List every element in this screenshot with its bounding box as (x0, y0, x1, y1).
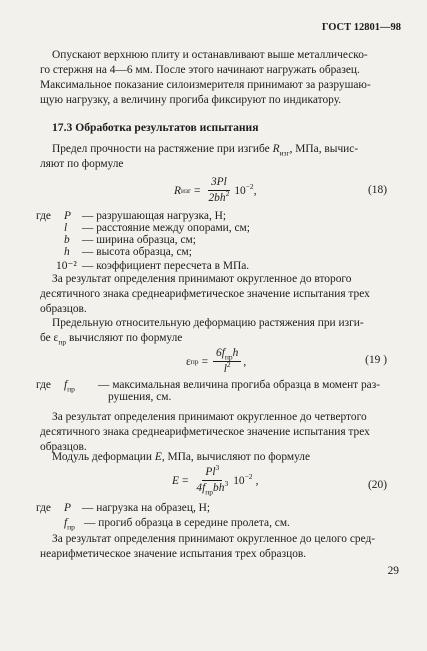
definition-row (64, 222, 250, 234)
eq-fraction (213, 347, 241, 376)
section-heading: 17.3 Обработка результатов испытания (52, 121, 259, 134)
text-fragment: , МПа, вычис- (289, 143, 359, 155)
eq-trail: , (243, 355, 247, 368)
symbol: R (272, 143, 280, 155)
def-symbol-base: f (64, 379, 68, 391)
paragraph-result-1 (40, 272, 370, 317)
def-symbol: b (64, 234, 70, 246)
text-line: За результат определения принимают округленное до второго (52, 273, 352, 285)
definition-where: где (36, 379, 51, 391)
text-line: Предельную относительную деформацию растяжения при изги- (52, 317, 364, 329)
eq-trail: , (253, 184, 257, 197)
paragraph-result-2 (40, 410, 370, 455)
def-symbol: l (64, 222, 68, 234)
def-text: — нагрузка на образец, Н; (82, 502, 211, 514)
num-part: 6f (216, 347, 225, 359)
definition-where: где (36, 210, 51, 222)
text-line (40, 142, 358, 157)
text-fragment: бе ε (40, 332, 59, 344)
definition-row (64, 517, 290, 532)
def-symbol-sub: пр (67, 522, 75, 532)
text-line: образцов. (40, 441, 87, 453)
def-symbol: P (64, 502, 71, 514)
eq-equals: = (181, 474, 189, 487)
equation-number-19: (19 ) (365, 354, 387, 366)
den-sup: 2 (226, 360, 231, 370)
text-fragment: , МПа, вычисляют по формуле (161, 451, 311, 463)
den-sub: пр (205, 487, 214, 497)
def-text: — коэффициент пересчета в МПа. (82, 260, 250, 272)
subscript: пр (58, 337, 67, 347)
def-symbol (64, 517, 82, 532)
def-symbol: 10⁻² (56, 260, 77, 272)
def-symbol (64, 379, 98, 394)
text-line: десятичного знака среднеарифметическое значение испытания трех (40, 426, 370, 438)
equation-number-18: (18) (368, 184, 387, 196)
def-text: — максимальная величина прогиба образца в момент раз- (98, 379, 381, 391)
text-fragment: вычисляют по формуле (66, 332, 183, 344)
text-line: Опускают верхнюю плиту и останавливают выше металлическо- (52, 49, 368, 61)
paragraph-modulus (52, 450, 310, 465)
equation-18: R изг = $\frac{3Pl}{2bh^2}$ 10 $^{-2}$ , (174, 176, 257, 204)
definition-row-cont: рушения, см. (108, 391, 172, 403)
document-header: ГОСТ 12801—98 (321, 22, 401, 33)
def-symbol-sub: пр (67, 384, 75, 394)
den-base: l (223, 363, 227, 375)
definition-row (64, 379, 381, 394)
eq-lhs: ε (186, 355, 191, 368)
text-line: образцов. (40, 303, 87, 315)
eq-fraction (193, 463, 231, 497)
text-line: ляют по формуле (40, 158, 124, 170)
definition-list-19 (64, 379, 380, 403)
num-part: h (232, 347, 239, 359)
den-base: 2bh (208, 192, 226, 204)
paragraph-result-3 (40, 532, 375, 562)
eq-lhs: R (174, 184, 181, 197)
equation-19: ε пр = $\frac{6f_{пр}h}{l^2}$ , (186, 347, 247, 375)
num-sup: 3 (215, 463, 220, 473)
intro-paragraph (40, 48, 371, 108)
paragraph-deformation (40, 316, 364, 346)
text-line: За результат определения принимают округленное до четвертого (52, 411, 367, 423)
text-line (40, 331, 364, 346)
definition-list-18 (56, 210, 250, 272)
definition-row (64, 246, 250, 258)
eq-denominator (205, 191, 232, 205)
eq-equals: = (194, 184, 201, 197)
text-line: неарифметическое значение испытания трех образцов. (40, 548, 307, 560)
den-sup: 2 (225, 189, 230, 199)
symbol: E (154, 451, 162, 463)
page-number: 29 (387, 565, 399, 577)
equation-20: E = $\frac{Pl^3}{4f_{пр}bh^3}$ 10 $^{-2}$ , (172, 463, 259, 497)
def-text: — высота образца, см; (82, 246, 192, 258)
def-text: — ширина образца, см; (82, 234, 196, 246)
definition-row (64, 234, 250, 246)
den-sup: 3 (224, 479, 229, 489)
definition-row (64, 502, 290, 514)
def-text: — прогиб образца в середине пролета, см. (84, 517, 290, 529)
text-line: десятичного знака среднеарифметическое значение испытания трех (40, 288, 370, 300)
eq-denominator (193, 481, 231, 495)
definition-row (64, 210, 250, 222)
def-text: — разрушающая нагрузка, Н; (82, 210, 227, 222)
text-fragment: Предел прочности на растяжение при изгибе (52, 143, 273, 155)
num-base: Pl (205, 466, 216, 478)
den-part: 4f (196, 482, 206, 494)
eq-equals: = (201, 355, 208, 368)
definition-row (56, 258, 250, 272)
paragraph-strength (40, 142, 358, 172)
def-symbol-base: f (64, 517, 68, 529)
eq-denominator (221, 362, 234, 376)
equation-number-20: (20) (368, 479, 387, 491)
eq-numerator (202, 463, 222, 481)
eq-lhs: E (172, 474, 179, 487)
eq-factor: 10 (233, 474, 245, 487)
definition-list-20 (64, 502, 290, 532)
text-line: За результат определения принимают округленное до целого сред- (52, 533, 376, 545)
eq-fraction (205, 176, 232, 205)
eq-trail: , (255, 474, 259, 487)
def-symbol: P (64, 210, 71, 222)
num-sub: пр (224, 352, 233, 362)
eq-numerator: 3Pl (208, 176, 230, 191)
den-part: bh (213, 482, 225, 494)
definition-where: где (36, 502, 51, 514)
text-line: щую нагрузку, а величину прогиба фиксируют по индикатору. (40, 94, 342, 106)
text-fragment: Модуль деформации (52, 451, 155, 463)
text-line: Максимальное показание силоизмерителя принимают за разрушаю- (40, 79, 371, 91)
text-line: го стержня на 4—6 мм. После этого начинают нагружать образец. (40, 64, 360, 76)
def-text: — расстояние между опорами, см; (82, 222, 250, 234)
eq-factor: 10 (234, 184, 246, 197)
subscript: изг (279, 148, 290, 158)
def-symbol: h (64, 246, 70, 258)
